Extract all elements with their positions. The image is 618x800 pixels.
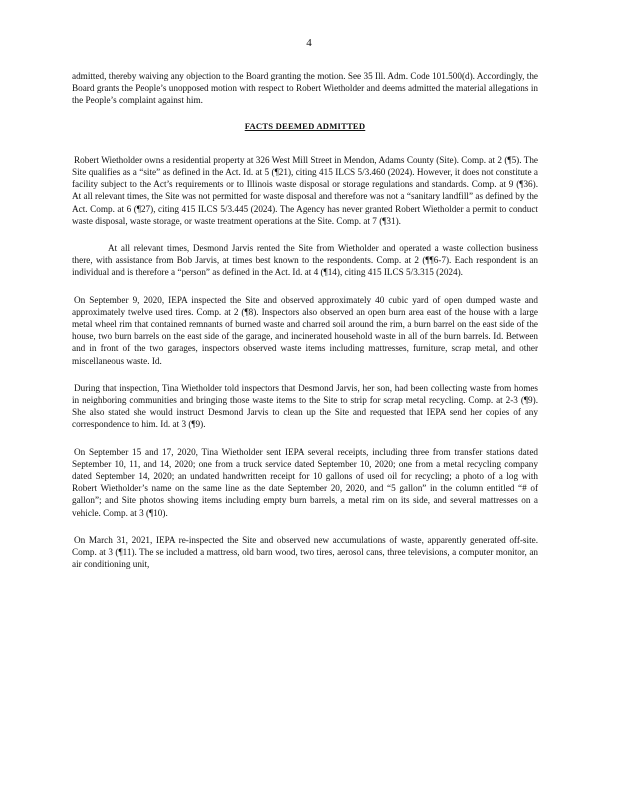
paragraph-inspection-statements: During that inspection, Tina Wietholder told inspectors that Desmond Jarvis, her son, had been collecting waste from homes in neighboring communities and bringing those waste items to the Site to strip for scrap metal recycling. Comp. at 2-3 (¶9). She also stated she would instruct Desmond Jarvis to clean up the Site and requested that IEPA send her copies of any correspondence to him. Id. at 3 (¶9). — [72, 382, 538, 430]
paragraph-site-ownership: Robert Wietholder owns a residential property at 326 West Mill Street in Mendon, Adams County (Site). Comp. at 2 (¶5). The Site qualifies as a “site” as defined in the Act. Id. at 5 (¶21), citing 415 ILCS 5/3.460 (2024). However, it does not constitute a facility subject to the Act’s requirements or to Illinois waste disposal or storage regulations and standards. Comp. at 9 (¶36). At all relevant times, the Site was not permitted for waste disposal and therefore was not a “sanitary landfill” as defined by the Act. Comp. at 6 (¶27), citing 415 ILCS 5/3.445 (2024). The Agency has never granted Robert Wietholder a permit to conduct waste disposal, waste storage, or waste treatment operations at the Site. Comp. at 7 (¶31). — [72, 154, 538, 226]
page-number: 4 — [306, 37, 312, 49]
paragraph-receipts: On September 15 and 17, 2020, Tina Wietholder sent IEPA several receipts, including three from transfer stations dated September 10, 11, and 14, 2020; one from a truck service dated September 10, 2020; one from a metal recycling company dated September 14, 2020; an undated handwritten receipt for 10 gallons of used oil for recycling; a photo of a log with Robert Wietholder’s name on the same line as the date September 20, 2020, and “5 gallon” in the column entitled “# of gallon”; and Site photos showing items including empty burn barrels, a metal rim on its side, and several mattresses on a vehicle. Comp. at 3 (¶10). — [72, 446, 538, 518]
paragraph-september-inspection: On September 9, 2020, IEPA inspected the Site and observed approximately 40 cubic yard of open dumped waste and approximately twelve used tires. Comp. at 2 (¶8). Inspectors also observed an open burn area east of the house with a large metal wheel rim that contained remnants of burned waste and charred soil around the rim, a burn barrel on the east side of the house, two burn barrels on the east side of the garage, and incinerated household waste in all of the burn barrels. Id. Between and in front of the two garages, inspectors observed waste items including mattresses, furniture, scrap metal, and other miscellaneous waste. Id. — [72, 294, 538, 366]
paragraph-board-grants-motion: admitted, thereby waiving any objection to the Board granting the motion. See 35 Ill. Adm. Code 101.500(d). Accordingly, the Board grants the People’s unopposed motion with respect to Robert Wietholder and deems admitted the material allegations in the People’s complaint against him. — [72, 71, 538, 106]
paragraph-site-rental: At all relevant times, Desmond Jarvis rented the Site from Wietholder and operated a waste collection business there, with assistance from Bob Jarvis, at times best known to the respondents. Comp. at 2 (¶¶6-7). Each respondent is an individual and is therefore a “person” as defined in the Act. Id. at 4 (¶14), citing 415 ILCS 5/3.315 (2024). — [72, 243, 538, 278]
section-heading-facts: FACTS DEEMED ADMITTED — [244, 120, 366, 131]
paragraph-march-reinspection: On March 31, 2021, IEPA re-inspected the Site and observed new accumulations of waste, apparently generated off-site. Comp. at 3 (¶11). The se included a mattress, old barn wood, two tires, aerosol cans, three televisions, a computer monitor, an air conditioning unit, — [72, 534, 538, 570]
page-body — [72, 70, 538, 571]
